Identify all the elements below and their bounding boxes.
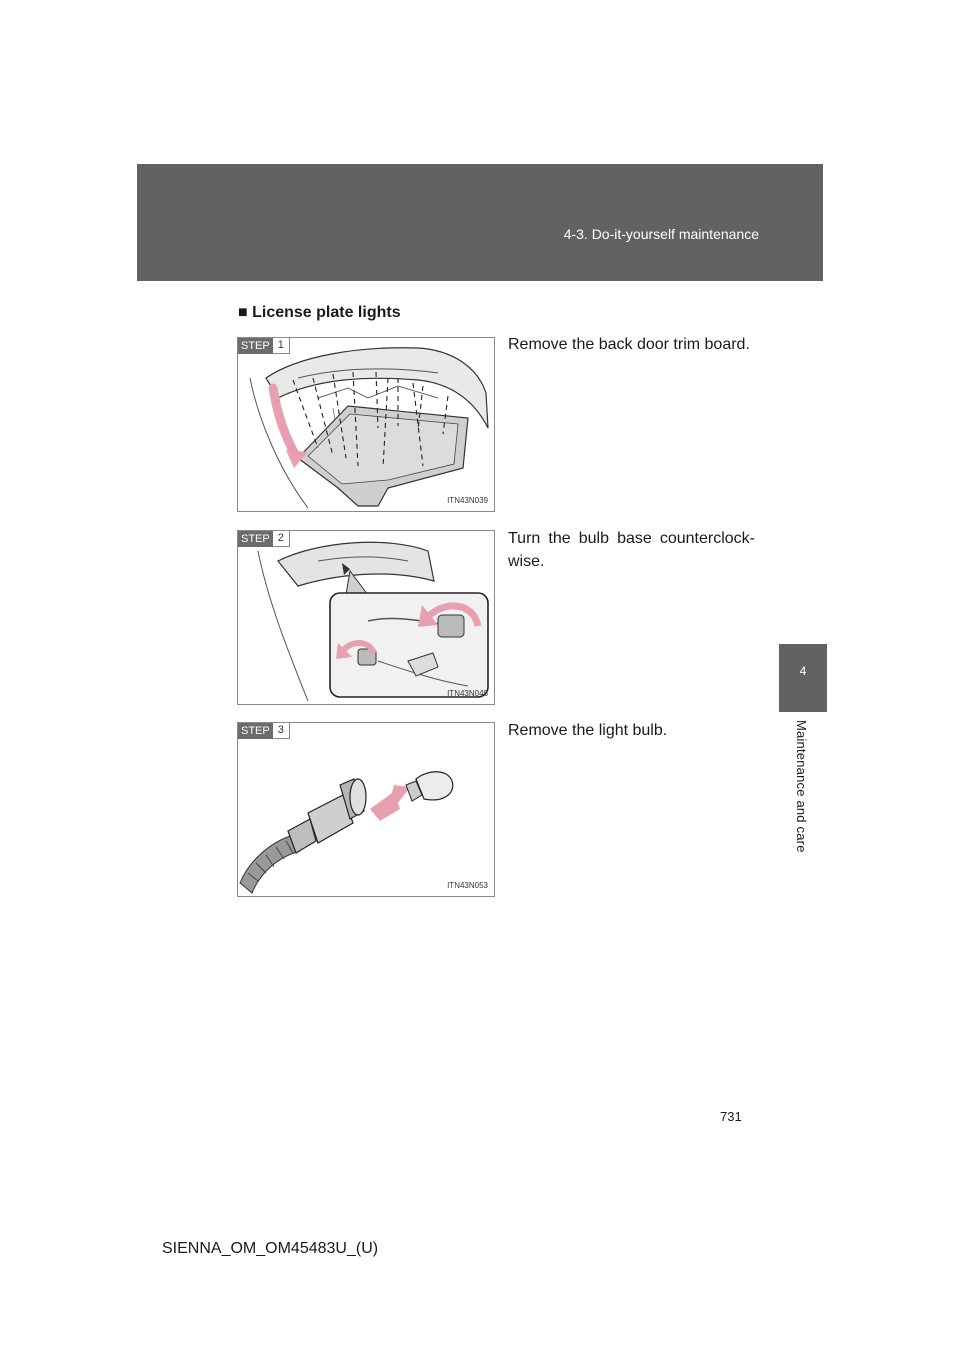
chapter-label-text: Maintenance and care (794, 720, 809, 853)
light-bulb-illustration (238, 723, 494, 896)
chapter-tab (779, 644, 827, 712)
step-number: 3 (273, 723, 290, 739)
step-word: STEP (238, 338, 273, 354)
figure-code: ITN43N053 (447, 881, 488, 890)
section-title: ■ License plate lights (238, 304, 401, 321)
step-2-text: Turn the bulb base counterclock-wise. (508, 530, 755, 570)
step-1-figure (237, 337, 495, 512)
step-3-text: Remove the light bulb. (508, 722, 668, 739)
step-word: STEP (238, 723, 273, 739)
figure-code: ITN43N048 (447, 689, 488, 698)
header-band (137, 164, 823, 281)
page-number: 731 (720, 1109, 742, 1124)
figure-code: ITN43N039 (447, 496, 488, 505)
back-door-trim-illustration (238, 338, 494, 511)
step-word: STEP (238, 531, 273, 547)
step-2-label (238, 531, 290, 547)
bulb-base-illustration (238, 531, 494, 704)
step-1-label (238, 338, 290, 354)
step-1-text: Remove the back door trim board. (508, 336, 750, 353)
chapter-label (794, 720, 814, 920)
step-3-label (238, 723, 290, 739)
chapter-number: 4 (799, 664, 807, 678)
step-2-figure (237, 530, 495, 705)
step-number: 1 (273, 338, 290, 354)
section-header: 4-3. Do-it-yourself maintenance (563, 226, 759, 242)
footer-document-code: SIENNA_OM_OM45483U_(U) (162, 1240, 379, 1257)
step-3-figure (237, 722, 495, 897)
step-number: 2 (273, 531, 290, 547)
